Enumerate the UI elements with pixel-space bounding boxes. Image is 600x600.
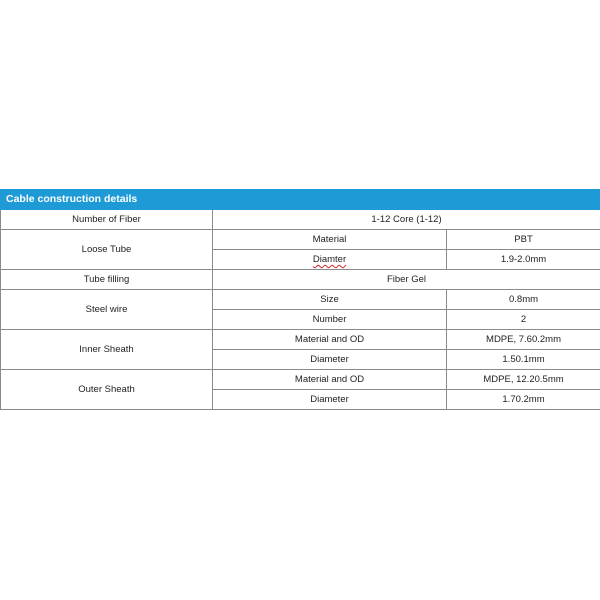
sublabel-loose-tube-material: Material — [213, 230, 447, 250]
value-inner-sheath-material: MDPE, 7.60.2mm — [447, 330, 600, 350]
value-outer-sheath-material: MDPE, 12.20.5mm — [447, 370, 600, 390]
value-inner-sheath-diameter: 1.50.1mm — [447, 350, 600, 370]
cable-construction-table — [0, 189, 600, 410]
table-row-tube-filling — [1, 270, 600, 290]
row-label-number-of-fiber: Number of Fiber — [1, 210, 213, 230]
value-steel-wire-number: 2 — [447, 310, 600, 330]
table-row-number-of-fiber — [1, 210, 600, 230]
sublabel-loose-tube-diameter — [213, 250, 447, 270]
sublabel-outer-sheath-material: Material and OD — [213, 370, 447, 390]
table-row-outer-sheath-material — [1, 370, 600, 390]
row-label-outer-sheath: Outer Sheath — [1, 370, 213, 410]
value-loose-tube-material: PBT — [447, 230, 600, 250]
table-row-loose-tube-material — [1, 230, 600, 250]
row-label-loose-tube: Loose Tube — [1, 230, 213, 270]
table-title-row — [1, 190, 600, 210]
sublabel-steel-wire-number: Number — [213, 310, 447, 330]
row-label-steel-wire: Steel wire — [1, 290, 213, 330]
row-label-tube-filling: Tube filling — [1, 270, 213, 290]
table-title: Cable construction details — [1, 190, 600, 210]
table-row-inner-sheath-material — [1, 330, 600, 350]
value-loose-tube-diameter: 1.9-2.0mm — [447, 250, 600, 270]
sublabel-inner-sheath-diameter: Diameter — [213, 350, 447, 370]
table-row-steel-wire-size — [1, 290, 600, 310]
sublabel-loose-tube-diameter-text: Diamter — [312, 254, 347, 265]
value-steel-wire-size: 0.8mm — [447, 290, 600, 310]
value-number-of-fiber: 1-12 Core (1-12) — [213, 210, 600, 230]
sublabel-steel-wire-size: Size — [213, 290, 447, 310]
row-label-inner-sheath: Inner Sheath — [1, 330, 213, 370]
sublabel-outer-sheath-diameter: Diameter — [213, 390, 447, 410]
sublabel-inner-sheath-material: Material and OD — [213, 330, 447, 350]
value-outer-sheath-diameter: 1.70.2mm — [447, 390, 600, 410]
value-tube-filling: Fiber Gel — [213, 270, 600, 290]
